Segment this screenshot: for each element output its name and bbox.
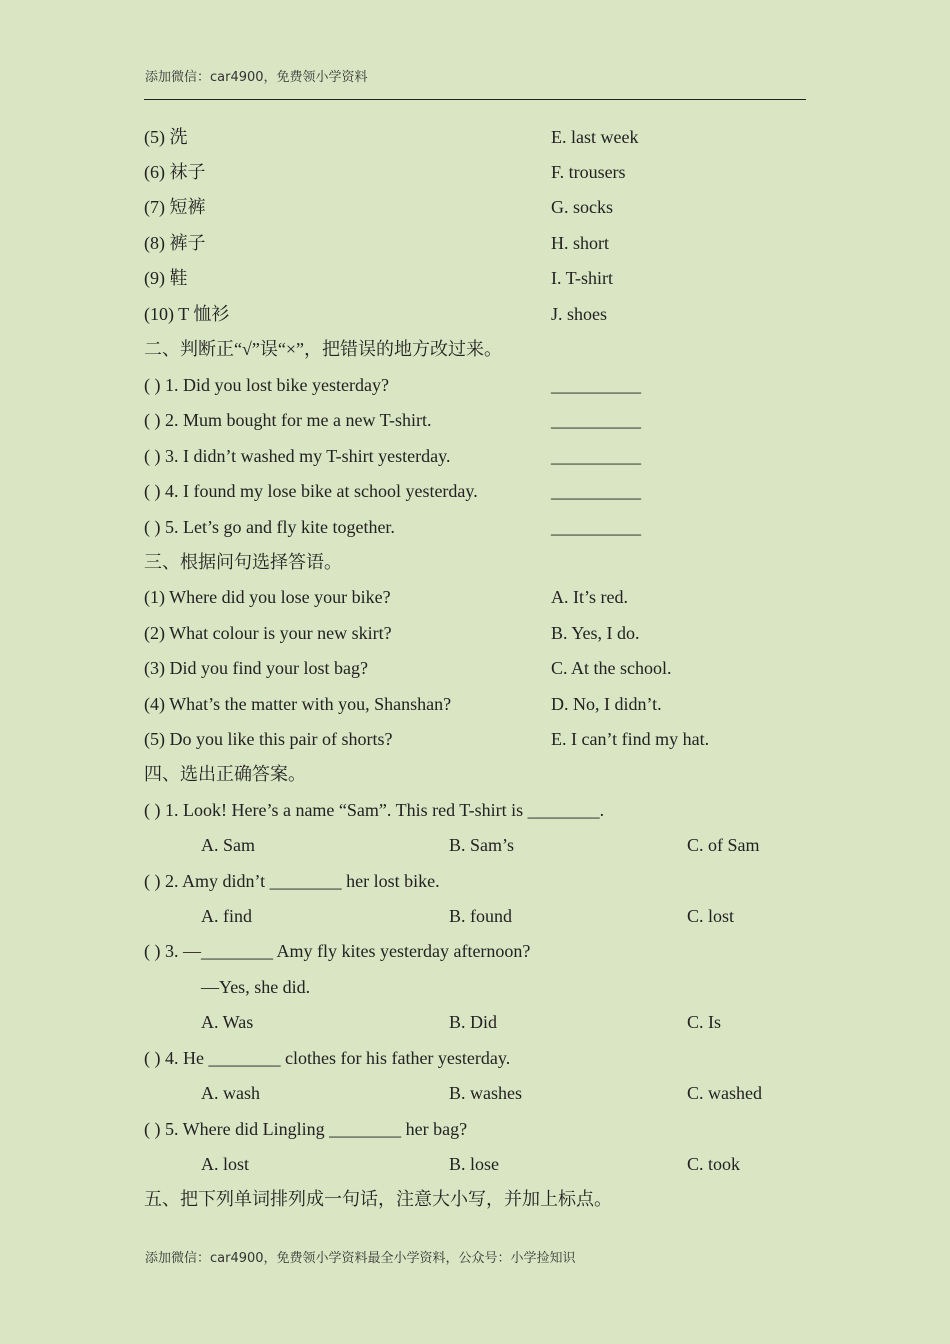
qa-question-1: (1) Where did you lose your bike?: [144, 587, 391, 607]
mc4-option-c: C. washed: [687, 1083, 762, 1103]
mc2-option-c: C. lost: [687, 906, 735, 926]
qa-answer-e: E. I can’t find my hat.: [551, 729, 710, 749]
mc1-option-a: A. Sam: [201, 835, 255, 855]
mc4-option-b: B. washes: [449, 1083, 522, 1103]
judge-blank-3: __________: [551, 446, 641, 466]
match-right-i: I. T-shirt: [551, 268, 614, 288]
judge-item-5: ( ) 5. Let’s go and fly kite together.: [144, 517, 395, 537]
judge-blank-1: __________: [551, 375, 641, 395]
mc-question-1: ( ) 1. Look! Here’s a name “Sam”. This red T-shirt is ________.: [144, 800, 605, 820]
match-right-h: H. short: [551, 233, 609, 253]
qa-question-5: (5) Do you like this pair of shorts?: [144, 729, 393, 749]
qa-answer-a: A. It’s red.: [551, 587, 628, 607]
mc3-option-a: A. Was: [201, 1012, 254, 1032]
match-left-7: (7) 短裤: [144, 197, 206, 217]
judge-item-1: ( ) 1. Did you lost bike yesterday?: [144, 375, 389, 395]
section2-title: 二、判断正“√”误“×”，把错误的地方改过来。: [144, 339, 502, 359]
mc1-option-b: B. Sam’s: [449, 835, 515, 855]
judge-blank-4: __________: [551, 481, 641, 501]
mc3-reply: —Yes, she did.: [201, 977, 311, 997]
judge-item-3: ( ) 3. I didn’t washed my T-shirt yesterday.: [144, 446, 451, 466]
mc5-option-a: A. lost: [201, 1154, 250, 1174]
judge-blank-5: __________: [551, 517, 641, 537]
match-left-5: (5) 洗: [144, 127, 188, 147]
mc3-option-b: B. Did: [449, 1012, 498, 1032]
qa-question-3: (3) Did you find your lost bag?: [144, 658, 368, 678]
mc-question-3: ( ) 3. —________ Amy fly kites yesterday afternoon?: [144, 941, 531, 961]
match-left-10: (10) T 恤衫: [144, 304, 230, 324]
header-divider: [144, 99, 806, 100]
page-header: 添加微信：car4900，免费领小学资料: [145, 70, 368, 85]
page-footer: 添加微信：car4900，免费领小学资料最全小学资料，公众号：小学捡知识: [145, 1251, 576, 1266]
mc-question-5: ( ) 5. Where did Lingling ________ her bag?: [144, 1119, 468, 1139]
qa-question-4: (4) What’s the matter with you, Shanshan?: [144, 694, 452, 714]
match-right-f: F. trousers: [551, 162, 626, 182]
mc3-option-c: C. Is: [687, 1012, 722, 1032]
mc5-option-b: B. lose: [449, 1154, 500, 1174]
judge-item-2: ( ) 2. Mum bought for me a new T-shirt.: [144, 410, 432, 430]
match-left-8: (8) 裤子: [144, 233, 206, 253]
section3-title: 三、根据问句选择答语。: [144, 552, 342, 572]
qa-answer-d: D. No, I didn’t.: [551, 694, 662, 714]
section5-title: 五、把下列单词排列成一句话，注意大小写，并加上标点。: [144, 1189, 612, 1209]
mc1-option-c: C. of Sam: [687, 835, 760, 855]
judge-blank-2: __________: [551, 410, 641, 430]
mc-question-4: ( ) 4. He ________ clothes for his father yesterday.: [144, 1048, 511, 1068]
qa-answer-c: C. At the school.: [551, 658, 672, 678]
mc2-option-b: B. found: [449, 906, 512, 926]
match-left-6: (6) 袜子: [144, 162, 206, 182]
match-right-g: G. socks: [551, 197, 613, 217]
mc-question-2: ( ) 2. Amy didn’t ________ her lost bike.: [144, 871, 440, 891]
mc2-option-a: A. find: [201, 906, 252, 926]
match-left-9: (9) 鞋: [144, 268, 188, 288]
match-right-j: J. shoes: [551, 304, 608, 324]
mc5-option-c: C. took: [687, 1154, 741, 1174]
qa-answer-b: B. Yes, I do.: [551, 623, 640, 643]
section4-title: 四、选出正确答案。: [144, 764, 306, 784]
judge-item-4: ( ) 4. I found my lose bike at school yesterday.: [144, 481, 478, 501]
qa-question-2: (2) What colour is your new skirt?: [144, 623, 392, 643]
mc4-option-a: A. wash: [201, 1083, 260, 1103]
match-right-e: E. last week: [551, 127, 639, 147]
